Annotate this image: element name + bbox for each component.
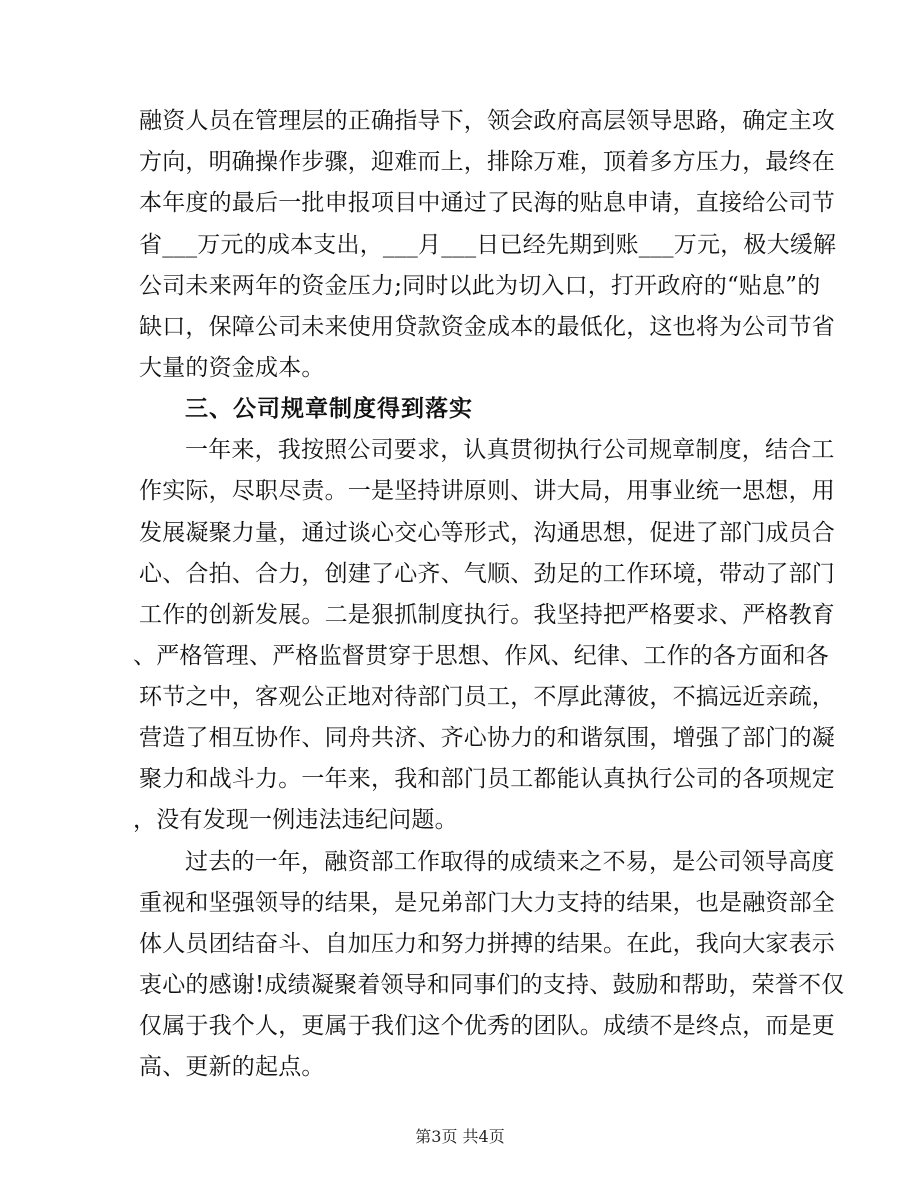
- paragraph-2-line-9: 聚力和战斗力。一年来，我和部门员工都能认真执行公司的各项规定: [139, 766, 835, 792]
- paragraph-3-line-5: 仅属于我个人，更属于我们这个优秀的团队。成绩不是终点，而是更: [139, 1013, 835, 1039]
- paragraph-2-line-1: 一年来，我按照公司要求，认真贯彻执行公司规章制度，结合工: [185, 437, 835, 463]
- paragraph-2-line-4: 心、合拍、合力，创建了心齐、气顺、劲足的工作环境，带动了部门: [139, 561, 835, 587]
- paragraph-1-line-4: 省___万元的成本支出，___月___日已经先期到账___万元，极大缓解: [139, 232, 837, 258]
- paragraph-3-line-3: 体人员团结奋斗、自加压力和努力拼搏的结果。在此，我向大家表示: [139, 931, 835, 957]
- paragraph-1-line-1: 融资人员在管理层的正确指导下，领会政府高层领导思路，确定主攻: [139, 108, 835, 134]
- paragraph-1-line-6: 缺口，保障公司未来使用贷款资金成本的最低化，这也将为公司节省: [139, 314, 835, 340]
- paragraph-2-line-7: 环节之中，客观公正地对待部门员工，不厚此薄彼，不搞远近亲疏，: [139, 684, 835, 710]
- paragraph-2-line-5: 工作的创新发展。二是狠抓制度执行。我坚持把严格要求、严格教育: [139, 602, 835, 628]
- paragraph-3-line-4: 衷心的感谢!成绩凝聚着领导和同事们的支持、鼓励和帮助，荣誉不仅: [139, 972, 845, 998]
- paragraph-1-line-3: 本年度的最后一批申报项目中通过了民海的贴息申请，直接给公司节: [139, 190, 835, 216]
- paragraph-1-line-5: 公司未来两年的资金压力;同时以此为切入口，打开政府的“贴息”的: [139, 273, 821, 299]
- paragraph-2-line-8: 营造了相互协作、同舟共济、齐心协力的和谐氛围，增强了部门的凝: [139, 725, 835, 751]
- paragraph-1-line-2: 方向，明确操作步骤，迎难而上，排除万难，顶着多方压力，最终在: [139, 149, 835, 175]
- paragraph-1-line-7: 大量的资金成本。: [139, 355, 325, 381]
- paragraph-3-line-6: 高、更新的起点。: [139, 1054, 325, 1080]
- paragraph-3-line-1: 过去的一年，融资部工作取得的成绩来之不易，是公司领导高度: [185, 849, 835, 875]
- paragraph-2-line-3: 发展凝聚力量，通过谈心交心等形式，沟通思想，促进了部门成员合: [139, 520, 835, 546]
- paragraph-2-line-6: 、严格管理、严格监督贯穿于思想、作风、纪律、工作的各方面和各: [133, 643, 829, 669]
- section-heading: 三、公司规章制度得到落实: [185, 396, 473, 422]
- page-number-footer: 第3页 共4页: [415, 1127, 505, 1146]
- paragraph-2-line-10: ，没有发现一例违法违纪问题。: [133, 807, 458, 833]
- paragraph-3-line-2: 重视和坚强领导的结果，是兄弟部门大力支持的结果，也是融资部全: [139, 890, 835, 916]
- paragraph-2-line-2: 作实际，尽职尽责。一是坚持讲原则、讲大局，用事业统一思想，用: [139, 478, 835, 504]
